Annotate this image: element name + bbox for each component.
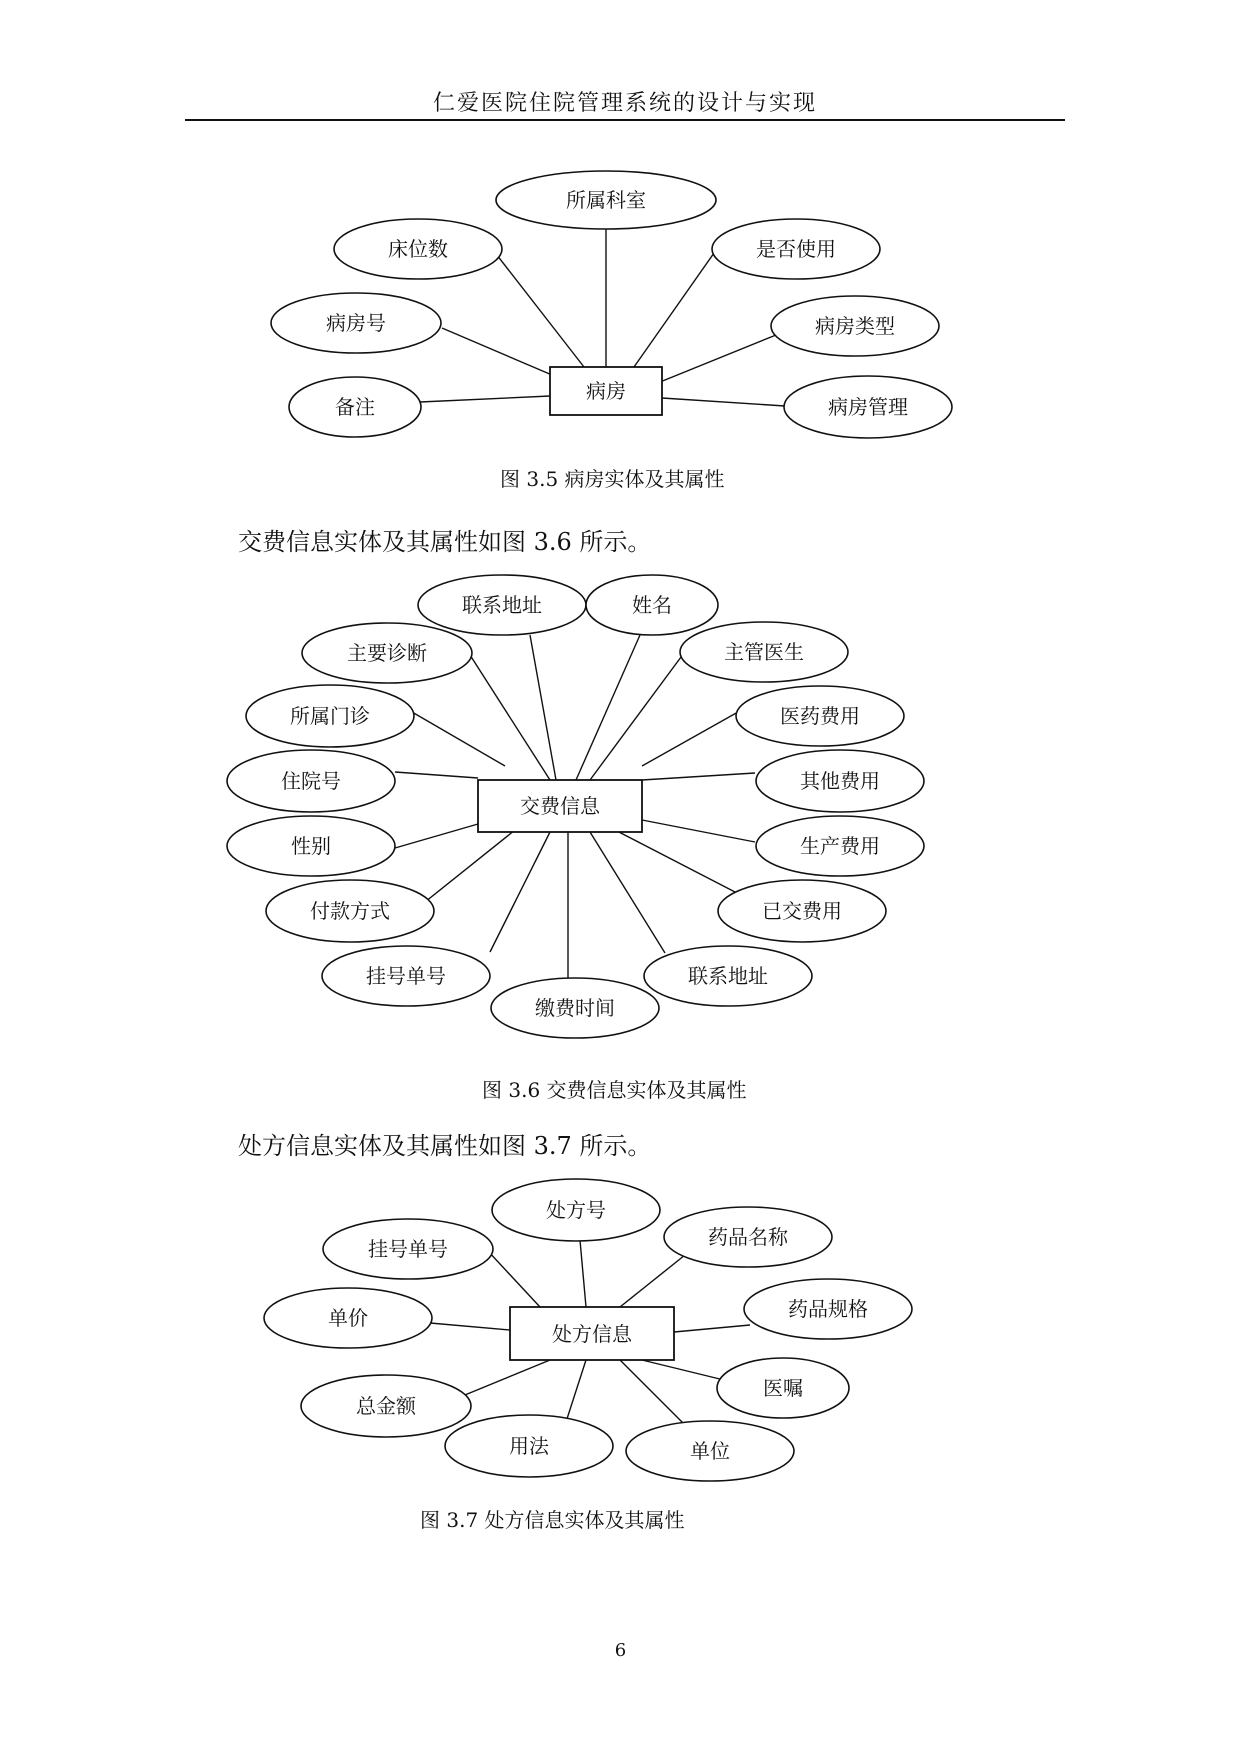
attribute-node: [736, 686, 904, 746]
attribute-label: 病房管理: [828, 395, 908, 419]
figure-payment-entity: [0, 570, 1241, 1060]
edge-attr: [565, 1360, 586, 1425]
figure-caption: 图 3.5 病房实体及其属性: [500, 467, 725, 491]
attribute-node: [744, 1279, 912, 1339]
edge-attr: [642, 712, 738, 766]
edge-attr: [674, 1325, 750, 1332]
attribute-label: 医药费用: [780, 704, 860, 728]
attribute-node: [717, 1358, 849, 1418]
edge-attr: [460, 1360, 550, 1397]
attribute-node: [756, 750, 924, 812]
header-rule: [185, 119, 1065, 121]
edge-attr: [395, 772, 478, 778]
page-header: 仁爱医院住院管理系统的设计与实现: [432, 91, 817, 116]
edge-attr: [576, 635, 640, 780]
entity-label: 处方信息: [552, 1322, 632, 1346]
attribute-label: 医嘱: [763, 1376, 803, 1400]
edge-attr: [530, 635, 556, 780]
attribute-label: 是否使用: [756, 237, 836, 261]
er-diagram-payment: [0, 570, 1241, 1060]
attribute-node: [418, 575, 586, 635]
attribute-node: [491, 978, 659, 1038]
edge-attr: [642, 820, 755, 842]
attribute-node: [664, 1207, 832, 1267]
edge-attr: [660, 335, 776, 382]
attribute-label: 处方号: [546, 1198, 606, 1222]
er-diagram-ward: [0, 160, 1241, 460]
edge-attr: [490, 832, 550, 952]
attribute-label: 药品规格: [788, 1297, 868, 1321]
attribute-node: [246, 685, 414, 747]
attribute-label: 已交费用: [762, 899, 842, 923]
attribute-label: 联系地址: [688, 964, 768, 988]
attribute-node: [712, 219, 880, 279]
edge-attr: [470, 655, 550, 780]
attribute-label: 备注: [335, 395, 375, 419]
edge-attr: [620, 1255, 685, 1307]
attribute-node: [644, 946, 812, 1006]
attribute-node: [334, 219, 502, 279]
edge-attr: [420, 396, 550, 402]
attribute-label: 所属门诊: [290, 704, 370, 728]
figure-ward-entity: [0, 160, 1241, 460]
attribute-label: 挂号单号: [366, 964, 446, 988]
edge-attr: [662, 398, 785, 406]
attribute-label: 住院号: [281, 769, 341, 793]
entity-label: 交费信息: [520, 794, 600, 818]
attribute-node: [496, 171, 716, 229]
edge-attr: [442, 328, 552, 375]
edge-attr: [642, 773, 755, 780]
attribute-node: [289, 377, 421, 437]
attribute-label: 用法: [509, 1434, 549, 1458]
page-number: 6: [614, 1640, 627, 1661]
attribute-label: 性别: [291, 834, 331, 858]
attribute-node: [266, 880, 434, 942]
attribute-node: [586, 575, 718, 635]
figure-intro: 处方信息实体及其属性如图 3.7 所示。: [238, 1132, 652, 1160]
attribute-node: [680, 622, 848, 682]
attribute-node: [771, 296, 939, 356]
attribute-label: 挂号单号: [368, 1237, 448, 1261]
attribute-label: 床位数: [388, 237, 448, 261]
edge-attr: [430, 1323, 510, 1330]
attribute-node: [445, 1415, 613, 1477]
attribute-label: 姓名: [632, 593, 672, 617]
entity-label: 病房: [586, 379, 626, 403]
er-diagram-prescription: [0, 1175, 1241, 1495]
attribute-label: 病房号: [326, 311, 386, 335]
attribute-label: 总金额: [356, 1394, 416, 1418]
attribute-label: 其他费用: [800, 769, 880, 793]
attribute-node: [271, 293, 441, 353]
edge-attr: [615, 830, 735, 892]
entity-node: [510, 1307, 674, 1360]
edge-attr: [580, 1240, 586, 1307]
attribute-label: 药品名称: [708, 1225, 788, 1249]
attribute-node: [302, 623, 472, 683]
edge-attr: [425, 830, 515, 902]
attribute-node: [227, 750, 395, 812]
figure-caption: 图 3.7 处方信息实体及其属性: [420, 1508, 685, 1532]
edge-attr: [493, 250, 584, 367]
figure-intro: 交费信息实体及其属性如图 3.6 所示。: [238, 528, 652, 556]
attribute-node: [626, 1421, 794, 1481]
edge-attr: [620, 1360, 690, 1430]
entity-node: [550, 367, 662, 415]
attribute-label: 生产费用: [800, 834, 880, 858]
attribute-label: 主管医生: [724, 640, 804, 664]
attribute-node: [718, 880, 886, 942]
attribute-label: 单位: [690, 1439, 730, 1463]
attribute-node: [492, 1179, 660, 1241]
attribute-label: 付款方式: [310, 899, 390, 923]
attribute-label: 单价: [328, 1306, 368, 1330]
edge-attr: [642, 1360, 728, 1381]
edge-attr: [634, 253, 714, 367]
attribute-node: [784, 376, 952, 438]
attribute-label: 病房类型: [815, 314, 895, 338]
figure-caption: 图 3.6 交费信息实体及其属性: [482, 1078, 747, 1102]
edge-attr: [395, 824, 478, 848]
attribute-label: 缴费时间: [535, 996, 615, 1020]
figure-prescription-entity: [0, 1175, 1241, 1495]
attribute-label: 联系地址: [462, 593, 542, 617]
entity-node: [478, 780, 642, 832]
attribute-node: [301, 1375, 471, 1437]
attribute-node: [756, 816, 924, 876]
attribute-node: [227, 816, 395, 876]
attribute-node: [323, 1219, 493, 1279]
attribute-node: [264, 1288, 432, 1348]
edge-attr: [487, 1250, 540, 1307]
edge-attr: [412, 712, 505, 766]
attribute-label: 主要诊断: [347, 641, 427, 665]
attribute-label: 所属科室: [566, 188, 646, 212]
attribute-node: [322, 946, 490, 1006]
